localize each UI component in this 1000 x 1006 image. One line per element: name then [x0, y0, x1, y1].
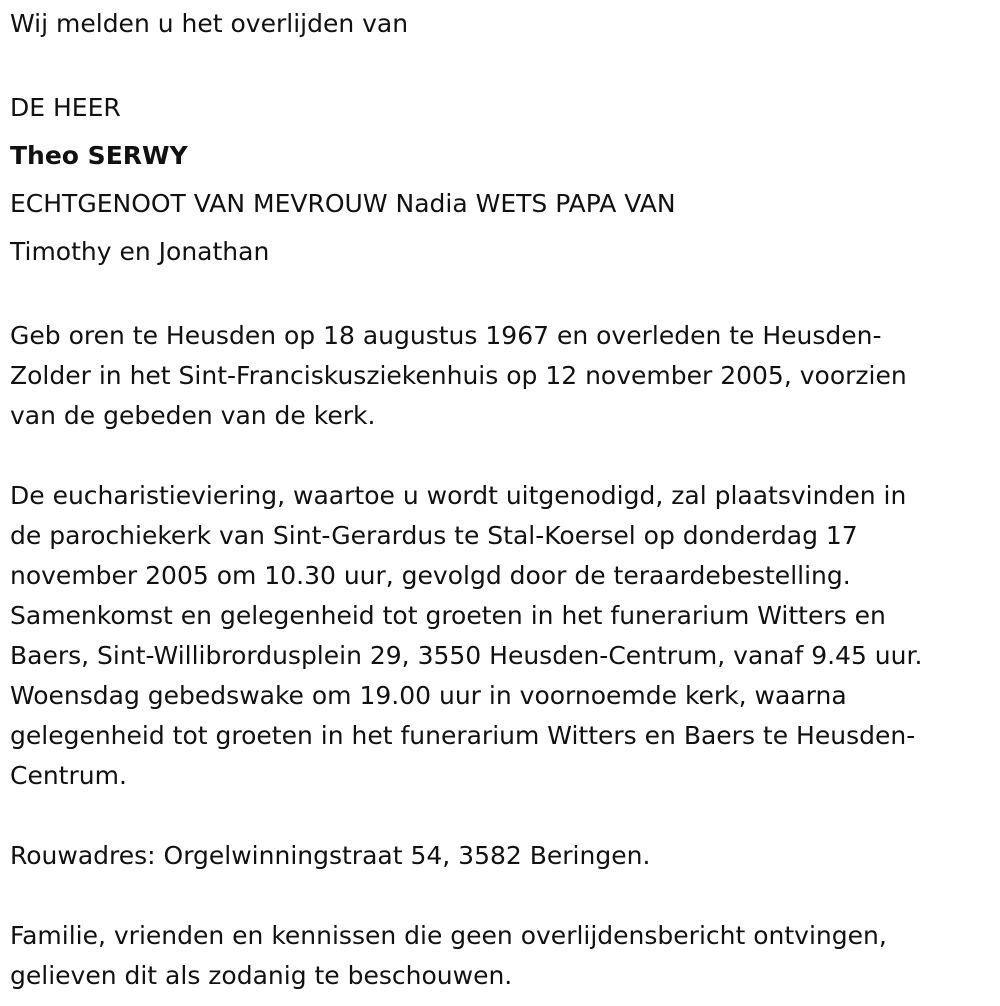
paragraph-line: november 2005 om 10.30 uur, gevolgd door de teraardebestelling. — [10, 561, 851, 590]
spacer — [10, 796, 995, 836]
spacer — [10, 44, 995, 84]
paragraph-line: Baers, Sint-Willibrordusplein 29, 3550 Heusden-Centrum, vanaf 9.45 uur. — [10, 641, 923, 670]
paragraph-line: Samenkomst en gelegenheid tot groeten in het funerarium Witters en — [10, 601, 886, 630]
deceased-name: Theo SERWY — [10, 141, 188, 170]
ceremony-paragraph — [10, 476, 995, 796]
intro-text: Wij melden u het overlijden van — [10, 9, 409, 38]
obituary-document — [10, 4, 995, 996]
paragraph-line: gelieven dit als zodanig te beschouwen. — [10, 961, 513, 990]
paragraph-line: Centrum. — [10, 761, 127, 790]
closing-paragraph — [10, 916, 995, 996]
paragraph-line: Familie, vrienden en kennissen die geen overlijdensbericht ontvingen, — [10, 921, 887, 950]
paragraph-line: de parochiekerk van Sint-Gerardus te Stal-Koersel op donderdag 17 — [10, 521, 858, 550]
title-prefix: DE HEER — [10, 93, 121, 122]
paragraph-line: Woensdag gebedswake om 19.00 uur in voornoemde kerk, waarna — [10, 681, 847, 710]
paragraph-line: van de gebeden van de kerk. — [10, 401, 376, 430]
children-line: Timothy en Jonathan — [10, 237, 270, 266]
paragraph-line: De eucharistieviering, waartoe u wordt uitgenodigd, zal plaatsvinden in — [10, 481, 907, 510]
paragraph-line: Geb oren te Heusden op 18 augustus 1967 en overleden te Heusden- — [10, 321, 882, 350]
spacer — [10, 876, 995, 916]
relation-line: ECHTGENOOT VAN MEVROUW Nadia WETS PAPA VAN — [10, 189, 676, 218]
birth-death-paragraph — [10, 316, 995, 436]
spacer — [10, 436, 995, 476]
spacer — [10, 276, 995, 316]
paragraph-line: Zolder in het Sint-Franciskusziekenhuis op 12 november 2005, voorzien — [10, 361, 907, 390]
mourning-address: Rouwadres: Orgelwinningstraat 54, 3582 Beringen. — [10, 841, 651, 870]
deceased-block — [10, 84, 995, 276]
paragraph-line: gelegenheid tot groeten in het funerarium Witters en Baers te Heusden- — [10, 721, 916, 750]
